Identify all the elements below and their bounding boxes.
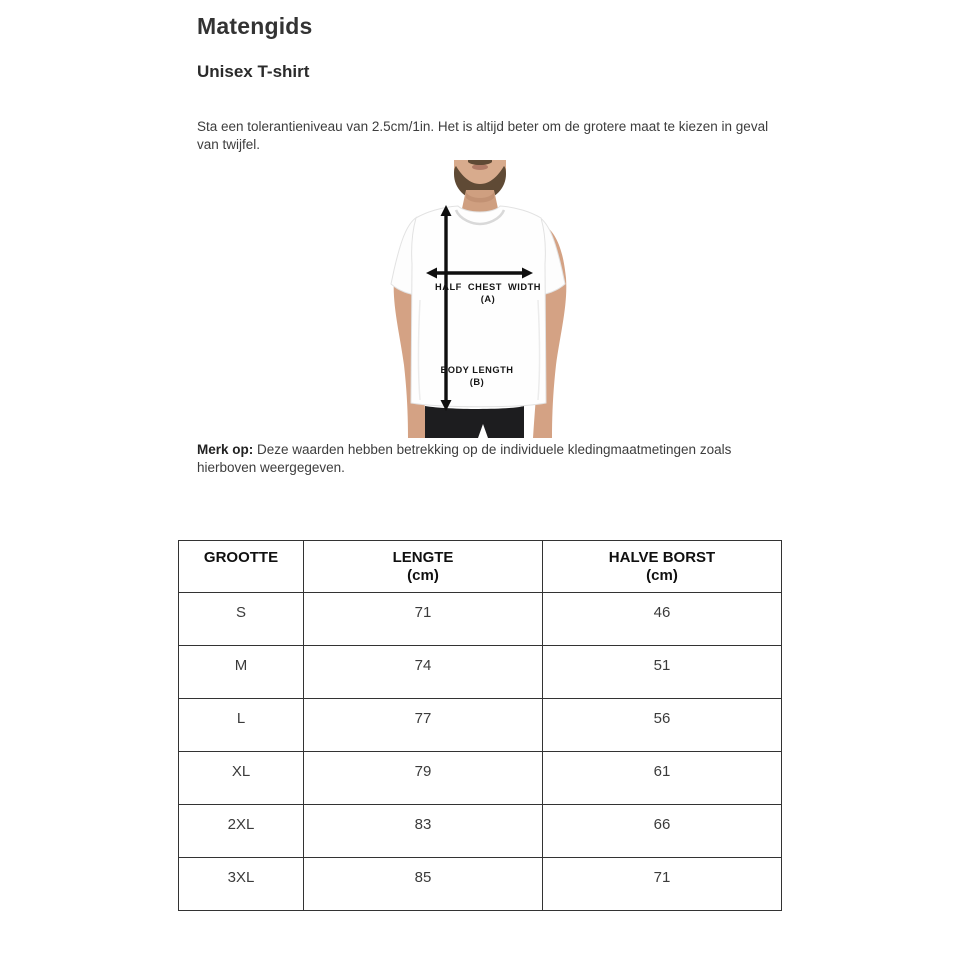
header-halve-borst: HALVE BORST (cm)	[543, 541, 782, 593]
half-chest-code-label: (A)	[480, 294, 496, 304]
size-cell: S	[179, 593, 304, 646]
half-chest-cell: 51	[543, 646, 782, 699]
length-cell: 77	[304, 699, 543, 752]
length-cell: 79	[304, 752, 543, 805]
tolerance-note: Sta een tolerantieniveau van 2.5cm/1in. Het is altijd beter om de grotere maat te kiezen in geval van twijfel.	[197, 119, 769, 152]
note-label: Merk op:	[197, 442, 254, 457]
length-cell: 83	[304, 805, 543, 858]
body-length-label: BODY LENGTH	[440, 365, 514, 375]
header-lengte: LENGTE (cm)	[304, 541, 543, 593]
half-chest-cell: 66	[543, 805, 782, 858]
size-cell: XL	[179, 752, 304, 805]
body-length-code-label: (B)	[469, 377, 485, 387]
size-table-header-row	[179, 541, 782, 593]
size-cell: L	[179, 699, 304, 752]
half-chest-cell: 61	[543, 752, 782, 805]
half-chest-cell: 46	[543, 593, 782, 646]
half-chest-cell: 56	[543, 699, 782, 752]
model-photo	[330, 160, 650, 438]
size-table	[178, 540, 782, 911]
page-title: Matengids	[197, 13, 313, 39]
size-cell: M	[179, 646, 304, 699]
size-cell: 2XL	[179, 805, 304, 858]
table-row	[179, 805, 782, 858]
half-chest-label: HALF CHEST WIDTH	[435, 282, 541, 292]
table-row	[179, 593, 782, 646]
length-cell: 74	[304, 646, 543, 699]
size-cell: 3XL	[179, 858, 304, 911]
note	[197, 441, 749, 477]
model-pants	[425, 406, 524, 438]
table-row	[179, 699, 782, 752]
table-row	[179, 752, 782, 805]
note-body: Deze waarden hebben betrekking op de individuele kledingmaatmetingen zoals hierboven weergegeven.	[197, 442, 732, 475]
table-row	[179, 646, 782, 699]
product-subtitle: Unisex T-shirt	[197, 62, 310, 81]
half-chest-cell: 71	[543, 858, 782, 911]
length-cell: 85	[304, 858, 543, 911]
header-grootte: GROOTTE	[179, 541, 304, 593]
table-row	[179, 858, 782, 911]
tshirt-measurement-diagram	[330, 160, 650, 438]
length-cell: 71	[304, 593, 543, 646]
